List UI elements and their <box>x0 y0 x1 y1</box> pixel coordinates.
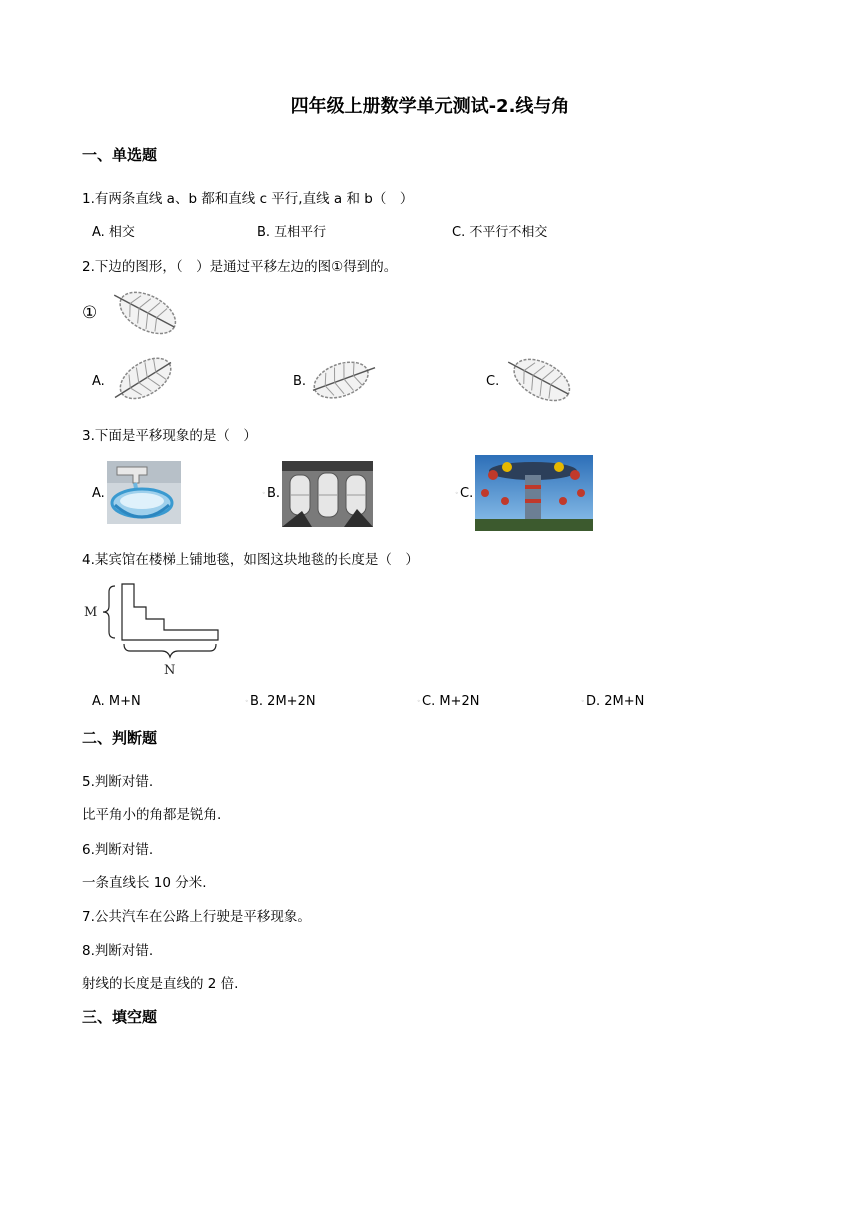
page-title: 四年级上册数学单元测试-2.线与角 <box>290 96 570 117</box>
question-5-text: 5.判断对错. <box>82 774 154 790</box>
leaf-option-b-image[interactable] <box>309 350 379 408</box>
question-2-text: 2.下边的图形，（ ）是通过平移左边的图①得到的。 <box>82 259 398 275</box>
q3-option-a[interactable]: A. <box>92 486 105 501</box>
faucet-basin-image[interactable] <box>107 461 181 524</box>
section-heading-fill-blank: 三、填空题 <box>82 1008 158 1026</box>
question-1-text: 1.有两条直线 a、b 都和直线 c 平行,直线 a 和 b（ ） <box>82 191 414 207</box>
q4-option-a[interactable]: A. M+N <box>92 694 141 709</box>
q4-option-c[interactable]: C. M+2N <box>422 694 480 709</box>
q4-option-b[interactable]: B. 2M+2N <box>250 694 316 709</box>
question-6-body: 一条直线长 10 分米. <box>82 875 207 891</box>
stair-carpet-diagram <box>82 582 222 680</box>
question-3-text: 3.下面是平移现象的是（ ） <box>82 428 257 444</box>
section-heading-single-choice: 一、单选题 <box>82 146 158 164</box>
q2-option-b[interactable]: B. <box>293 374 307 389</box>
q2-option-c[interactable]: C. <box>486 374 500 389</box>
escalator-image[interactable] <box>282 461 373 527</box>
question-4-text: 4.某宾馆在楼梯上铺地毯，如图这块地毯的长度是（ ） <box>82 552 419 568</box>
stair-label-n: N <box>164 663 176 678</box>
q2-option-a[interactable]: A. <box>92 374 105 389</box>
q3-option-c[interactable]: C. <box>460 486 474 501</box>
q4-option-d[interactable]: D. 2M+N <box>586 694 645 709</box>
q1-option-c[interactable]: C. 不平行不相交 <box>452 225 548 240</box>
section-heading-true-false: 二、判断题 <box>82 729 158 747</box>
leaf-option-c-image[interactable] <box>502 350 578 408</box>
question-7-text: 7.公共汽车在公路上行驶是平移现象。 <box>82 909 311 925</box>
q3-option-b[interactable]: B. <box>267 486 281 501</box>
q1-option-b[interactable]: B. 互相平行 <box>257 225 327 240</box>
question-6-text: 6.判断对错. <box>82 842 154 858</box>
q2-reference-label: ① <box>82 303 98 323</box>
leaf-reference-image <box>108 284 184 340</box>
question-5-body: 比平角小的角都是锐角. <box>82 807 222 823</box>
q1-option-a[interactable]: A. 相交 <box>92 225 135 240</box>
question-8-body: 射线的长度是直线的 2 倍. <box>82 976 239 992</box>
question-8-text: 8.判断对错. <box>82 943 154 959</box>
swing-ride-image[interactable] <box>475 455 593 531</box>
stair-label-m: M <box>84 605 98 620</box>
leaf-option-a-image[interactable] <box>108 350 178 410</box>
